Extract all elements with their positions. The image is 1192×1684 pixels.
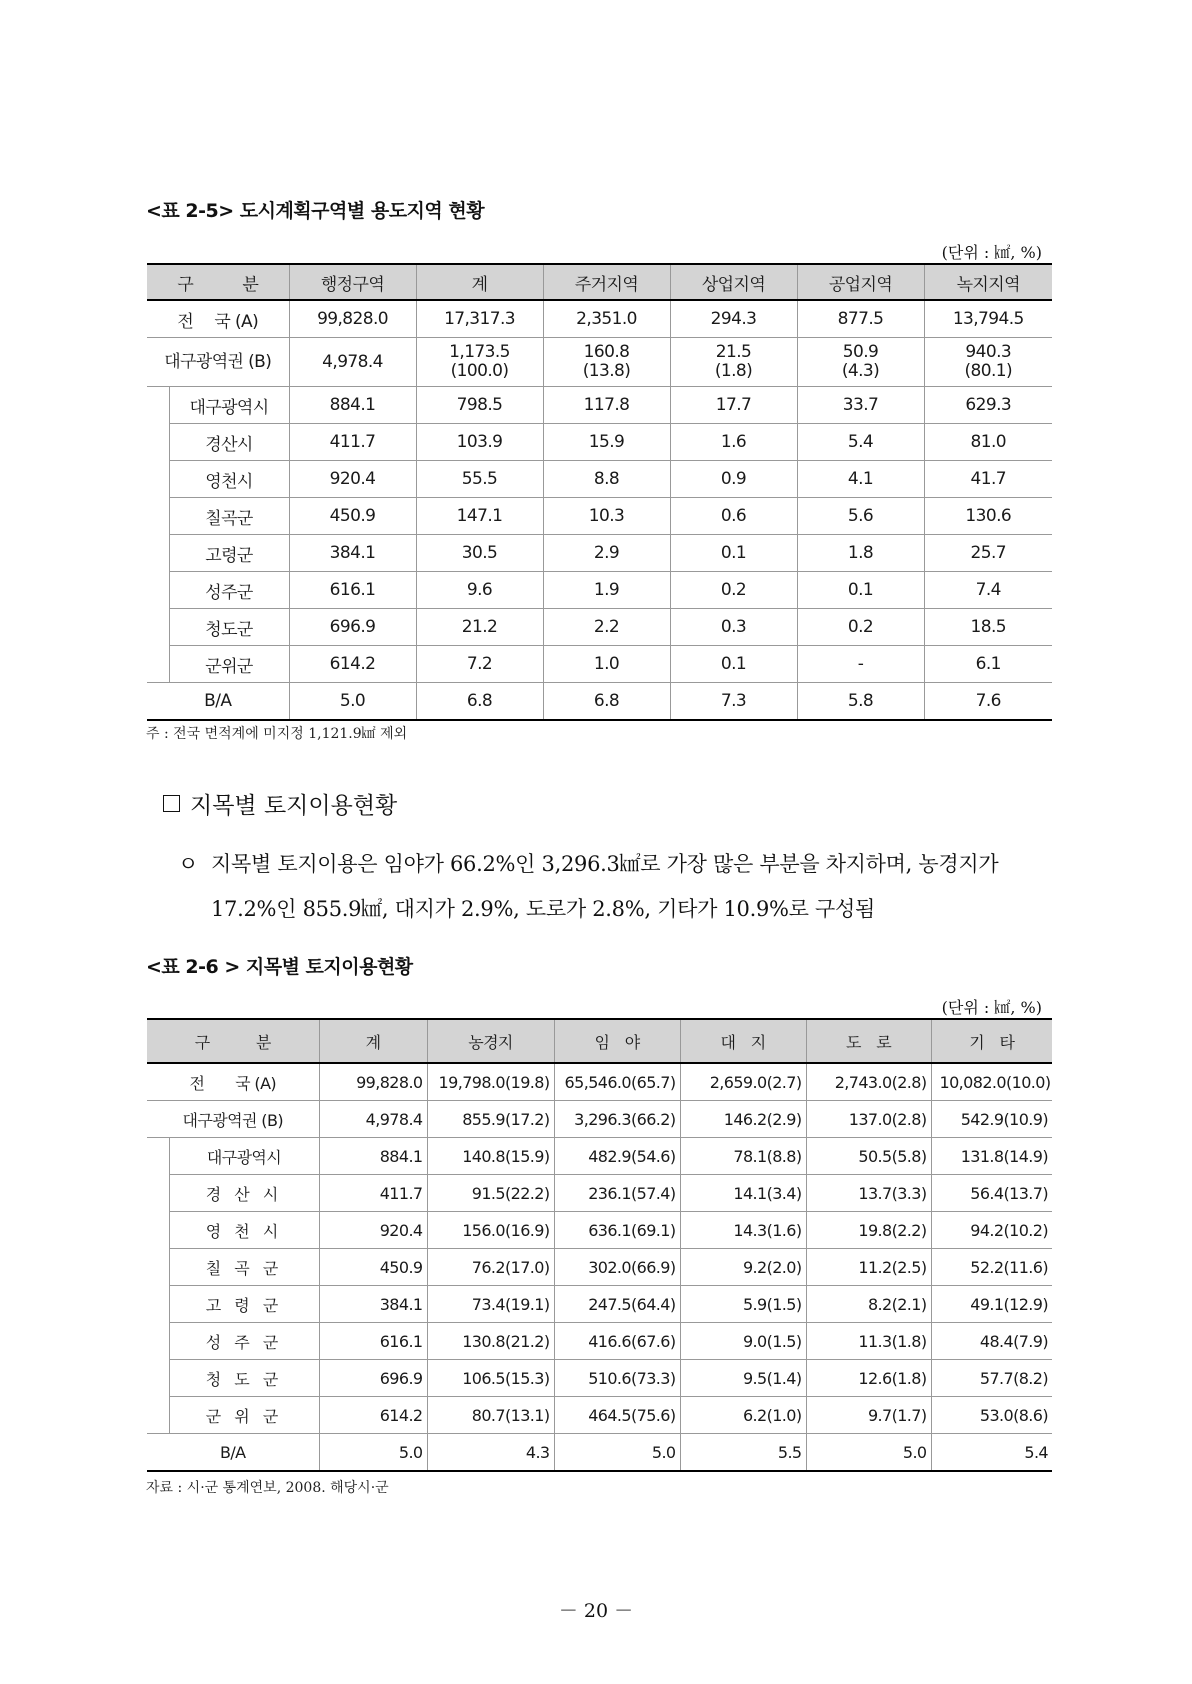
table-cell: 0.1 (670, 646, 797, 683)
table-cell: 49.1(12.9) (931, 1286, 1052, 1323)
table-cell: 9.7(1.7) (806, 1397, 931, 1434)
table-cell: 384.1 (319, 1286, 427, 1323)
table2-header-row (147, 1019, 1052, 1063)
table-cell: 81.0 (924, 424, 1052, 461)
table-cell: 877.5 (797, 300, 924, 338)
table-cell: 48.4(7.9) (931, 1323, 1052, 1360)
table-cell: 4,978.4 (319, 1101, 427, 1138)
table1-header-admin-area: 행정구역 (289, 264, 416, 300)
table-cell: 5.5 (680, 1434, 806, 1472)
table-cell: 17,317.3 (416, 300, 543, 338)
table-cell: 0.9 (670, 461, 797, 498)
table-row (147, 609, 1052, 646)
table1-header-residential: 주거지역 (543, 264, 670, 300)
table-cell: 5.4 (931, 1434, 1052, 1472)
row-label: 고령군 (169, 535, 289, 572)
table-cell: 0.1 (670, 535, 797, 572)
table-cell: 0.2 (797, 609, 924, 646)
table-cell: 19.8(2.2) (806, 1212, 931, 1249)
table-cell: 5.4 (797, 424, 924, 461)
table-row (147, 1063, 1052, 1101)
indent-spacer (147, 572, 169, 609)
table-row (147, 1212, 1052, 1249)
table-cell: 10,082.0(10.0) (931, 1063, 1052, 1101)
table-cell: 696.9 (289, 609, 416, 646)
row-label: 영천시 (169, 461, 289, 498)
table2-header-farmland: 농경지 (427, 1019, 554, 1063)
indent-spacer (147, 1175, 169, 1212)
table-cell: 5.0 (554, 1434, 680, 1472)
table-cell: 0.6 (670, 498, 797, 535)
table-cell: 130.8(21.2) (427, 1323, 554, 1360)
table-cell: 137.0(2.8) (806, 1101, 931, 1138)
table1-unit: (단위 : ㎢, %) (941, 243, 1042, 262)
table-cell: 2.9 (543, 535, 670, 572)
table-cell: 106.5(15.3) (427, 1360, 554, 1397)
table-row (147, 1397, 1052, 1434)
section-heading (163, 787, 397, 820)
page-number: － 20 － (558, 1600, 634, 1622)
table-cell (924, 338, 1052, 387)
row-label: 군위군 (169, 646, 289, 683)
table-cell: 464.5(75.6) (554, 1397, 680, 1434)
table-cell: 41.7 (924, 461, 1052, 498)
table-cell: 94.2(10.2) (931, 1212, 1052, 1249)
row-label: 대구광역시 (169, 1138, 319, 1175)
table-cell: 636.1(69.1) (554, 1212, 680, 1249)
row-label: 대구광역권 (B) (147, 1101, 319, 1138)
table-cell: 247.5(64.4) (554, 1286, 680, 1323)
indent-spacer (147, 424, 169, 461)
table-cell: 21.2 (416, 609, 543, 646)
table-cell: 482.9(54.6) (554, 1138, 680, 1175)
table-cell: 78.1(8.8) (680, 1138, 806, 1175)
table-cell: 4,978.4 (289, 338, 416, 387)
table-row (147, 646, 1052, 683)
table-cell: 7.2 (416, 646, 543, 683)
table-cell: 146.2(2.9) (680, 1101, 806, 1138)
table-row (147, 1101, 1052, 1138)
section-heading-text: 지목별 토지이용현황 (190, 793, 398, 819)
cell-percent: (100.0) (450, 361, 509, 381)
cell-percent: (1.8) (714, 361, 753, 381)
table-cell: 4.1 (797, 461, 924, 498)
table-cell: 140.8(15.9) (427, 1138, 554, 1175)
table-cell: 5.0 (289, 683, 416, 721)
table-cell: 7.3 (670, 683, 797, 721)
row-label: B/A (147, 683, 289, 721)
table-cell: 384.1 (289, 535, 416, 572)
table-cell: 7.4 (924, 572, 1052, 609)
table-cell: 33.7 (797, 387, 924, 424)
indent-spacer (147, 1323, 169, 1360)
table-cell: 3,296.3(66.2) (554, 1101, 680, 1138)
table-cell: 15.9 (543, 424, 670, 461)
indent-spacer (147, 646, 169, 683)
table-cell: 57.7(8.2) (931, 1360, 1052, 1397)
indent-spacer (147, 461, 169, 498)
table-cell: 13.7(3.3) (806, 1175, 931, 1212)
table-cell: 884.1 (319, 1138, 427, 1175)
cell-value: 160.8 (583, 342, 630, 362)
cell-value: 50.9 (842, 342, 879, 362)
table1-header-row (147, 264, 1052, 300)
table-cell: 30.5 (416, 535, 543, 572)
table-cell: 0.1 (797, 572, 924, 609)
table-cell: 65,546.0(65.7) (554, 1063, 680, 1101)
table-cell: 14.1(3.4) (680, 1175, 806, 1212)
table-row (147, 338, 1052, 387)
row-label: 전 국 (A) (147, 1063, 319, 1101)
table2-caption: <표 2-6 > 지목별 토지이용현황 (146, 956, 413, 978)
table-row (147, 1175, 1052, 1212)
table-cell: 73.4(19.1) (427, 1286, 554, 1323)
cell-value: 21.5 (715, 342, 752, 362)
row-label: 대구광역시 (169, 387, 289, 424)
table-cell: 147.1 (416, 498, 543, 535)
table-cell: 5.6 (797, 498, 924, 535)
table-row (147, 1434, 1052, 1472)
cell-value: 940.3 (965, 342, 1012, 362)
table-cell: 55.5 (416, 461, 543, 498)
row-label: 고 령 군 (169, 1286, 319, 1323)
row-label: 대구광역권 (B) (147, 338, 289, 387)
table-cell: 11.3(1.8) (806, 1323, 931, 1360)
table-row (147, 535, 1052, 572)
table-cell: 411.7 (319, 1175, 427, 1212)
table2-header-road: 도 로 (806, 1019, 931, 1063)
table2-header-building-site: 대 지 (680, 1019, 806, 1063)
table-cell: 1.9 (543, 572, 670, 609)
indent-spacer (147, 387, 169, 424)
table-cell: 884.1 (289, 387, 416, 424)
table-cell: 0.3 (670, 609, 797, 646)
table-cell: 7.6 (924, 683, 1052, 721)
table-cell: 614.2 (319, 1397, 427, 1434)
table-cell: 1.6 (670, 424, 797, 461)
table-cell: 302.0(66.9) (554, 1249, 680, 1286)
table-cell: 236.1(57.4) (554, 1175, 680, 1212)
table-cell (670, 338, 797, 387)
table-cell (543, 338, 670, 387)
table-cell: 130.6 (924, 498, 1052, 535)
table-cell: 2,351.0 (543, 300, 670, 338)
table-cell: 2.2 (543, 609, 670, 646)
table2-header-total: 계 (319, 1019, 427, 1063)
table1-caption: <표 2-5> 도시계획구역별 용도지역 현황 (146, 200, 485, 222)
table1-header-total: 계 (416, 264, 543, 300)
paragraph-line-1: 지목별 토지이용은 임야가 66.2%인 3,296.3㎢로 가장 많은 부분을 차지하며, 농경지가 (211, 852, 999, 876)
table2-unit: (단위 : ㎢, %) (941, 998, 1042, 1017)
indent-spacer (147, 609, 169, 646)
table-cell: 80.7(13.1) (427, 1397, 554, 1434)
bullet-marker-icon: ㅇ (178, 852, 198, 876)
table-row (147, 424, 1052, 461)
table-cell (797, 338, 924, 387)
table-row (147, 461, 1052, 498)
table1-header-category: 구 분 (147, 264, 289, 300)
table-row (147, 1286, 1052, 1323)
table-cell: 103.9 (416, 424, 543, 461)
table-cell: 8.2(2.1) (806, 1286, 931, 1323)
table-cell: 9.0(1.5) (680, 1323, 806, 1360)
indent-spacer (147, 1138, 169, 1175)
table-cell: 156.0(16.9) (427, 1212, 554, 1249)
table-cell: 1.0 (543, 646, 670, 683)
table-cell: 117.8 (543, 387, 670, 424)
cell-percent: (80.1) (964, 361, 1013, 381)
table-cell: 10.3 (543, 498, 670, 535)
paragraph-line-2: 17.2%인 855.9㎢, 대지가 2.9%, 도로가 2.8%, 기타가 10.9%로 구성됨 (211, 897, 875, 921)
table-row (147, 1323, 1052, 1360)
table-cell: 2,743.0(2.8) (806, 1063, 931, 1101)
table-cell: 696.9 (319, 1360, 427, 1397)
table-row (147, 1360, 1052, 1397)
table-cell: 4.3 (427, 1434, 554, 1472)
table-cell: 450.9 (319, 1249, 427, 1286)
row-label: 군 위 군 (169, 1397, 319, 1434)
table2-note: 자료 : 시·군 통계연보, 2008. 해당시·군 (146, 1480, 389, 1496)
table-cell: 855.9(17.2) (427, 1101, 554, 1138)
row-label: 영 천 시 (169, 1212, 319, 1249)
table2-header-other: 기 타 (931, 1019, 1052, 1063)
table-cell: 1.8 (797, 535, 924, 572)
row-label: B/A (147, 1434, 319, 1472)
cell-percent: (13.8) (582, 361, 631, 381)
table-cell: 99,828.0 (319, 1063, 427, 1101)
table-cell: 920.4 (319, 1212, 427, 1249)
table-cell: 5.8 (797, 683, 924, 721)
bullet-paragraph (178, 842, 1058, 932)
indent-spacer (147, 1360, 169, 1397)
table-cell: 798.5 (416, 387, 543, 424)
table-cell: 56.4(13.7) (931, 1175, 1052, 1212)
table-row (147, 300, 1052, 338)
row-label: 성 주 군 (169, 1323, 319, 1360)
table-cell: 52.2(11.6) (931, 1249, 1052, 1286)
table2 (147, 1018, 1052, 1472)
cell-percent: (4.3) (841, 361, 880, 381)
table-cell: 53.0(8.6) (931, 1397, 1052, 1434)
indent-spacer (147, 1397, 169, 1434)
table1-header-green: 녹지지역 (924, 264, 1052, 300)
table1-header-industrial: 공업지역 (797, 264, 924, 300)
indent-spacer (147, 1249, 169, 1286)
table-cell: 12.6(1.8) (806, 1360, 931, 1397)
table-cell: 2,659.0(2.7) (680, 1063, 806, 1101)
indent-spacer (147, 535, 169, 572)
row-label: 성주군 (169, 572, 289, 609)
table-cell: 629.3 (924, 387, 1052, 424)
table2-header-forest: 임 야 (554, 1019, 680, 1063)
cell-value: 1,173.5 (449, 342, 510, 362)
table-cell: 616.1 (289, 572, 416, 609)
table-cell: 99,828.0 (289, 300, 416, 338)
table-cell: 6.2(1.0) (680, 1397, 806, 1434)
table-cell: 11.2(2.5) (806, 1249, 931, 1286)
table-cell: 76.2(17.0) (427, 1249, 554, 1286)
indent-spacer (147, 1212, 169, 1249)
table-cell: 131.8(14.9) (931, 1138, 1052, 1175)
table-cell: 25.7 (924, 535, 1052, 572)
table-cell: 6.8 (416, 683, 543, 721)
table-row (147, 387, 1052, 424)
table1-header-commercial: 상업지역 (670, 264, 797, 300)
table-cell: 0.2 (670, 572, 797, 609)
row-label: 칠곡군 (169, 498, 289, 535)
table-row (147, 1249, 1052, 1286)
table-cell: 6.1 (924, 646, 1052, 683)
row-label: 경 산 시 (169, 1175, 319, 1212)
table-cell: 294.3 (670, 300, 797, 338)
checkbox-icon (163, 795, 180, 812)
row-label: 칠 곡 군 (169, 1249, 319, 1286)
row-label: 전 국 (A) (147, 300, 289, 338)
table-cell: 8.8 (543, 461, 670, 498)
table-cell: 91.5(22.2) (427, 1175, 554, 1212)
table-row (147, 498, 1052, 535)
row-label: 경산시 (169, 424, 289, 461)
table-cell: 614.2 (289, 646, 416, 683)
table-cell: - (797, 646, 924, 683)
table-cell: 9.2(2.0) (680, 1249, 806, 1286)
table1 (147, 263, 1052, 721)
table-cell: 19,798.0(19.8) (427, 1063, 554, 1101)
table-cell: 542.9(10.9) (931, 1101, 1052, 1138)
table-cell: 9.6 (416, 572, 543, 609)
table-cell (416, 338, 543, 387)
table-cell: 13,794.5 (924, 300, 1052, 338)
table-row (147, 572, 1052, 609)
table-row (147, 683, 1052, 721)
table-cell: 510.6(73.3) (554, 1360, 680, 1397)
table-cell: 616.1 (319, 1323, 427, 1360)
table-row (147, 1138, 1052, 1175)
indent-spacer (147, 1286, 169, 1323)
row-label: 청 도 군 (169, 1360, 319, 1397)
table-cell: 6.8 (543, 683, 670, 721)
table2-header-category: 구 분 (147, 1019, 319, 1063)
table-cell: 450.9 (289, 498, 416, 535)
table-cell: 17.7 (670, 387, 797, 424)
table-cell: 411.7 (289, 424, 416, 461)
table-cell: 920.4 (289, 461, 416, 498)
table-cell: 5.0 (806, 1434, 931, 1472)
table-cell: 5.0 (319, 1434, 427, 1472)
indent-spacer (147, 498, 169, 535)
table-cell: 14.3(1.6) (680, 1212, 806, 1249)
table-cell: 416.6(67.6) (554, 1323, 680, 1360)
table-cell: 50.5(5.8) (806, 1138, 931, 1175)
table-cell: 5.9(1.5) (680, 1286, 806, 1323)
table1-note: 주 : 전국 면적계에 미지정 1,121.9㎢ 제외 (146, 726, 408, 742)
table-cell: 18.5 (924, 609, 1052, 646)
row-label: 청도군 (169, 609, 289, 646)
table-cell: 9.5(1.4) (680, 1360, 806, 1397)
